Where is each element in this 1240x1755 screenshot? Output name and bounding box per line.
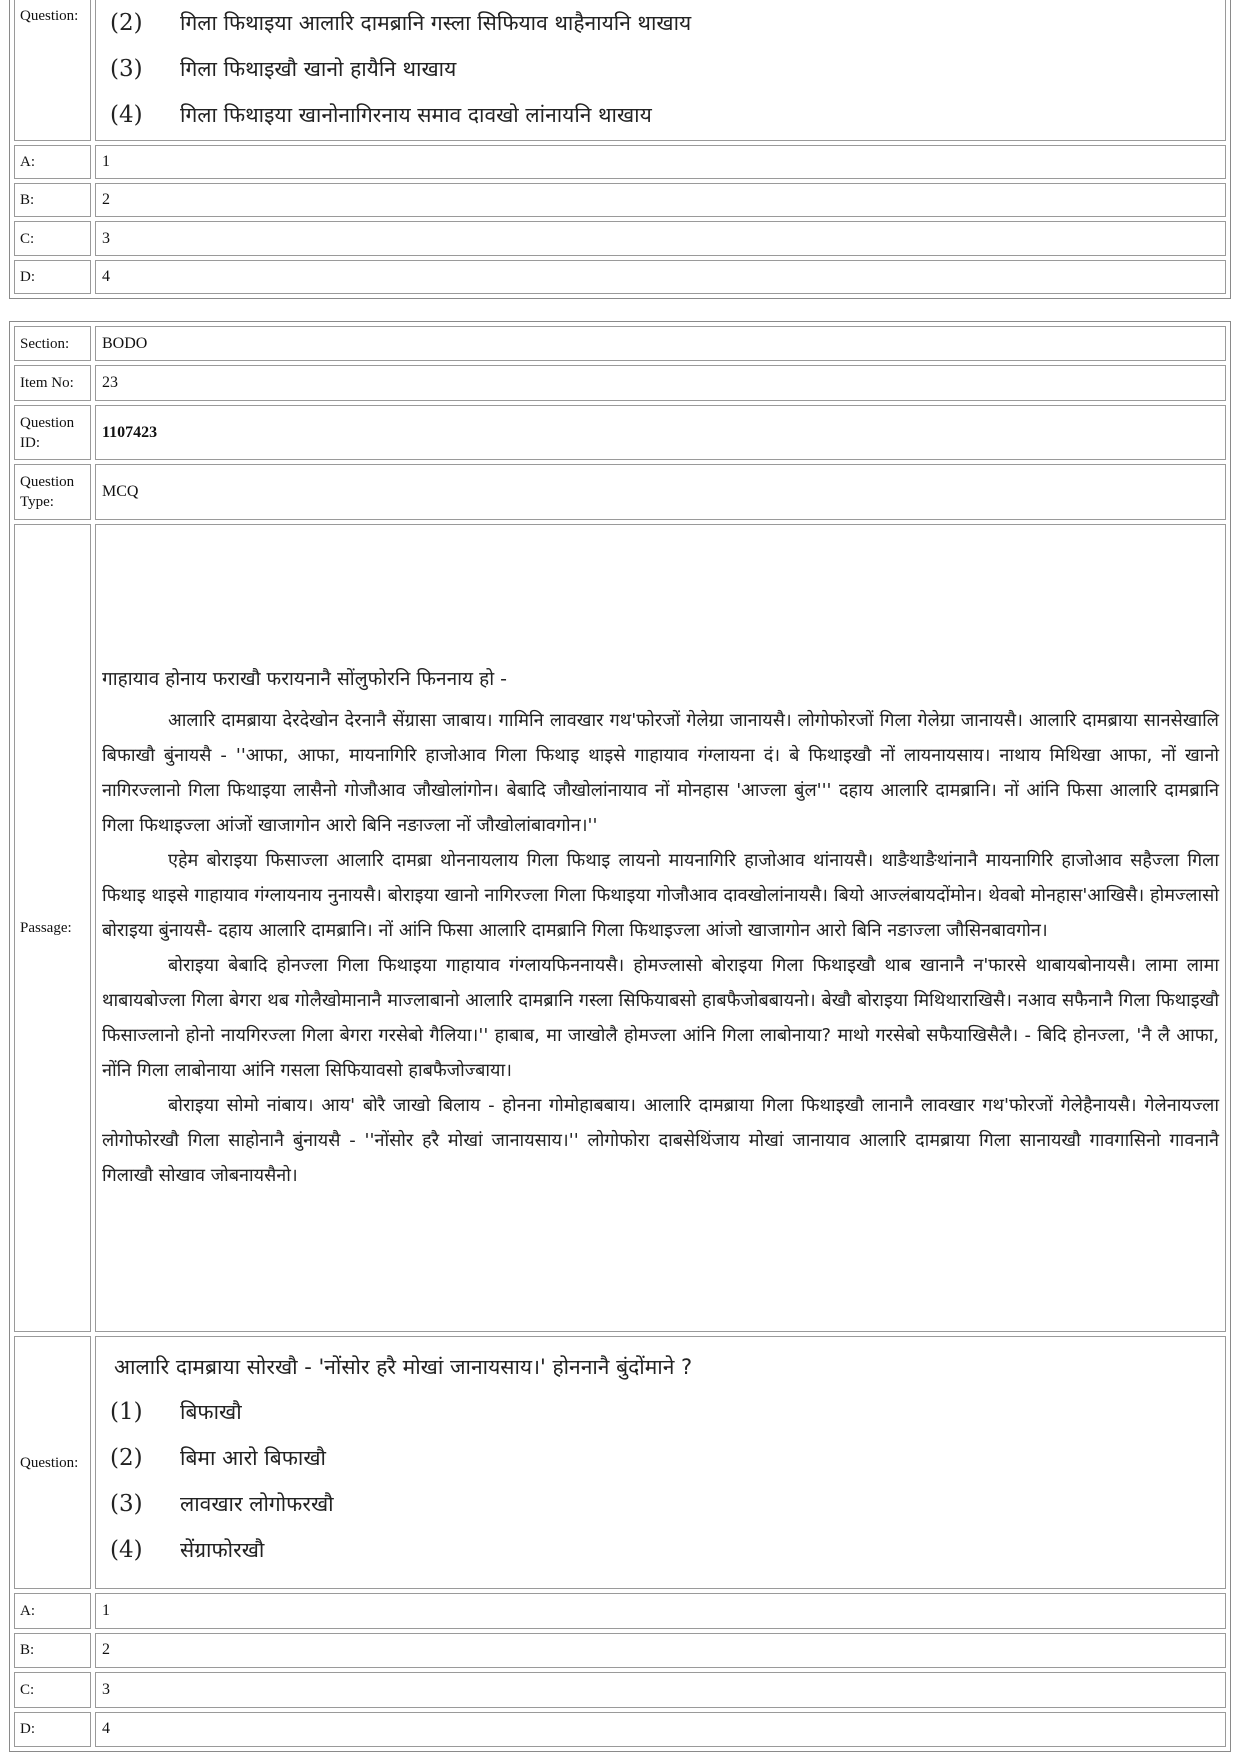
section-value: BODO	[95, 326, 1226, 361]
answer-value-a: 1	[95, 145, 1226, 179]
answer-label-a: A:	[14, 145, 91, 179]
option-item	[102, 0, 1219, 46]
question-label: Question:	[14, 1336, 91, 1590]
passage-body	[95, 524, 1226, 1332]
question-id-label: Question ID:	[14, 405, 91, 461]
answer-label-b: B:	[14, 1633, 91, 1668]
answer-label-c: C:	[14, 221, 91, 255]
answer-value-a: 1	[95, 1593, 1226, 1628]
answer-label-d: D:	[14, 1712, 91, 1747]
answer-value-d: 4	[95, 1712, 1226, 1747]
question-stem: आलारि दामब्राया सोरखौ - 'नोंसोर हरै मोखां जानायसाय।' होननानै बुंदोंमाने ?	[114, 1354, 693, 1379]
passage-label: Passage:	[14, 524, 91, 1332]
option-item	[102, 92, 1219, 138]
option-text: गिला फिथाइया खानोनागिरनाय समाव दावखो लांनायनि थाखाय	[180, 103, 652, 127]
question-table-previous	[9, 0, 1231, 299]
option-text: बिमा आरो बिफाखौ	[180, 1445, 326, 1470]
answer-value-d: 4	[95, 260, 1226, 294]
question-type-value: MCQ	[95, 464, 1226, 520]
passage-paragraph: एहेम बोराइया फिसाज्ला आलारि दामब्रा थोननायलाय गिला फिथाइ लायनो मायनागिरि हाजोआव थांनायसै। थाङैथाङैथांनानै मायनागिरि हाजोआव सहैज्ला गिला फिथाइ थाइसे गाहायाव गंग्लायनाय नुनायसै। बोराइया खानो नागिरज्ला गिला फिथाइया गोजौआव दावखोलांनायसै। बियो आज्लंबायदोंमोन। थेवबो मोनहास'आखिसै। होमज्लासो बोराइया बुंनायसै- दहाय आलारि दामब्रानि। नों आंनि फिसा आलारि दामब्रानि गिला फिथाइज्ला आंजो खाजागोन आरो बिनि नङाज्ला जौसिनबावगोन।	[102, 850, 1219, 942]
answer-label-a: A:	[14, 1593, 91, 1628]
answer-value-c: 3	[95, 221, 1226, 255]
option-text: सेंग्राफोरखौ	[180, 1537, 265, 1562]
answer-value-c: 3	[95, 1672, 1226, 1707]
option-text: गिला फिथाइखौ खानो हायैनि थाखाय	[180, 57, 457, 81]
question-table-item	[9, 321, 1231, 1752]
question-options	[95, 0, 1226, 141]
option-text: लावखार लोगोफरखौ	[180, 1491, 334, 1516]
passage-paragraph: बोराइया बेबादि होनज्ला गिला फिथाइया गाहायाव गंग्लायफिननायसै। होमज्लासो बोराइया गिला फिथाइखौ थाब खानानै न'फारसे थाबायबोनायसै। लामा लामा थाबायबोज्ला गिला बेगरा थब गोलैखोमानानै माज्लाबानो आलारि दामब्रानि गस्ला सिफियाबसो हाबफैजोबबायनो। बेखौ बोराइया मिथिथाराखिसै। नआव सफैनानै गिला फिथाइखौ फिसाज्लानो होनो नायगिरज्ला गिला बेगरा गरसेबो गैलिया।'' हाबाब, मा जाखोलै होमज्ला आंनि गिला लाबोनाया? माथो गरसेबो सफैयाखिसैलै। - बिदि होनज्ला, 'नै लै आफा, नोंनि गिला लाबोनाया आंनि गसला सिफियावसो हाबफैजोज्बाया।	[102, 955, 1219, 1082]
option-number: (2)	[110, 1444, 143, 1471]
item-no-label: Item No:	[14, 365, 91, 400]
option-text: बिफाखौ	[180, 1399, 242, 1424]
option-number: (4)	[110, 1536, 143, 1563]
section-label: Section:	[14, 326, 91, 361]
option-number: (3)	[110, 1490, 143, 1517]
passage-paragraph: बोराइया सोमो नांबाय। आय' बोरै जाखो बिलाय - होनना गोमोहाबबाय। आलारि दामब्राया गिला फिथाइखौ लानानै लावखार गथ'फोरजों गेलेहैनायसै। गेलेनायज्ला लोगोफोरखौ गिला साहोनानै बुंनायसै - ''नोंसोर हरै मोखां जानायसाय।'' लोगोफोरा दाबसेथिंजाय मोखां जानायाव आलारि दामब्राया गिला सानायखौ गावगासिनो गावनानै गिलाखौ सोखाव जोबनायसैनो।	[102, 1095, 1219, 1187]
option-number: (2)	[110, 10, 143, 36]
option-number: (4)	[110, 102, 143, 128]
option-item	[102, 1389, 1219, 1435]
question-label: Question:	[14, 0, 91, 141]
option-item	[102, 1481, 1219, 1527]
answer-value-b: 2	[95, 1633, 1226, 1668]
option-item	[102, 46, 1219, 92]
answer-label-b: B:	[14, 183, 91, 217]
option-number: (3)	[110, 56, 143, 82]
answer-label-d: D:	[14, 260, 91, 294]
question-body	[95, 1336, 1226, 1590]
answer-value-b: 2	[95, 183, 1226, 217]
question-id-value: 1107423	[95, 405, 1226, 461]
option-item	[102, 1435, 1219, 1481]
passage-paragraph: आलारि दामब्राया देरदेखोन देरनानै सेंग्रासा जाबाय। गामिनि लावखार गथ'फोरजों गेलेग्रा जानायसै। लोगोफोरजों गिला गेलेग्रा जानायसै। आलारि दामब्राया सानसेखालि बिफाखौ बुंनायसै - ''आफा, आफा, मायनागिरि हाजोआव गिला फिथाइ थाइसे गाहायाव गंग्लायना दं। बे फिथाइखौ नों लायनायसाय। नाथाय मिथिखा आफा, नों खानो नागिरज्लानो गिला फिथाइया लासैनो गोजौआव जौखोलांगोन। बेबादि जौखोलांनायाव नों मोनहास 'आज्ला बुंल''' दहाय आलारि दामब्रानि। नों आंनि फिसा आलारि दामब्रानि गिला फिथाइज्ला आंजों खाजागोन आरो बिनि नङाज्ला नों जौखोलांबावगोन।''	[102, 710, 1219, 837]
item-no-value: 23	[95, 365, 1226, 400]
question-type-label: Question Type:	[14, 464, 91, 520]
option-text: गिला फिथाइया आलारि दामब्रानि गस्ला सिफियाव थाहैनायनि थाखाय	[180, 11, 692, 35]
passage-intro: गाहायाव होनाय फराखौ फरायनानै सोंलुफोरनि फिननाय हो -	[102, 668, 508, 691]
option-number: (1)	[110, 1398, 143, 1425]
option-item	[102, 1527, 1219, 1573]
answer-label-c: C:	[14, 1672, 91, 1707]
